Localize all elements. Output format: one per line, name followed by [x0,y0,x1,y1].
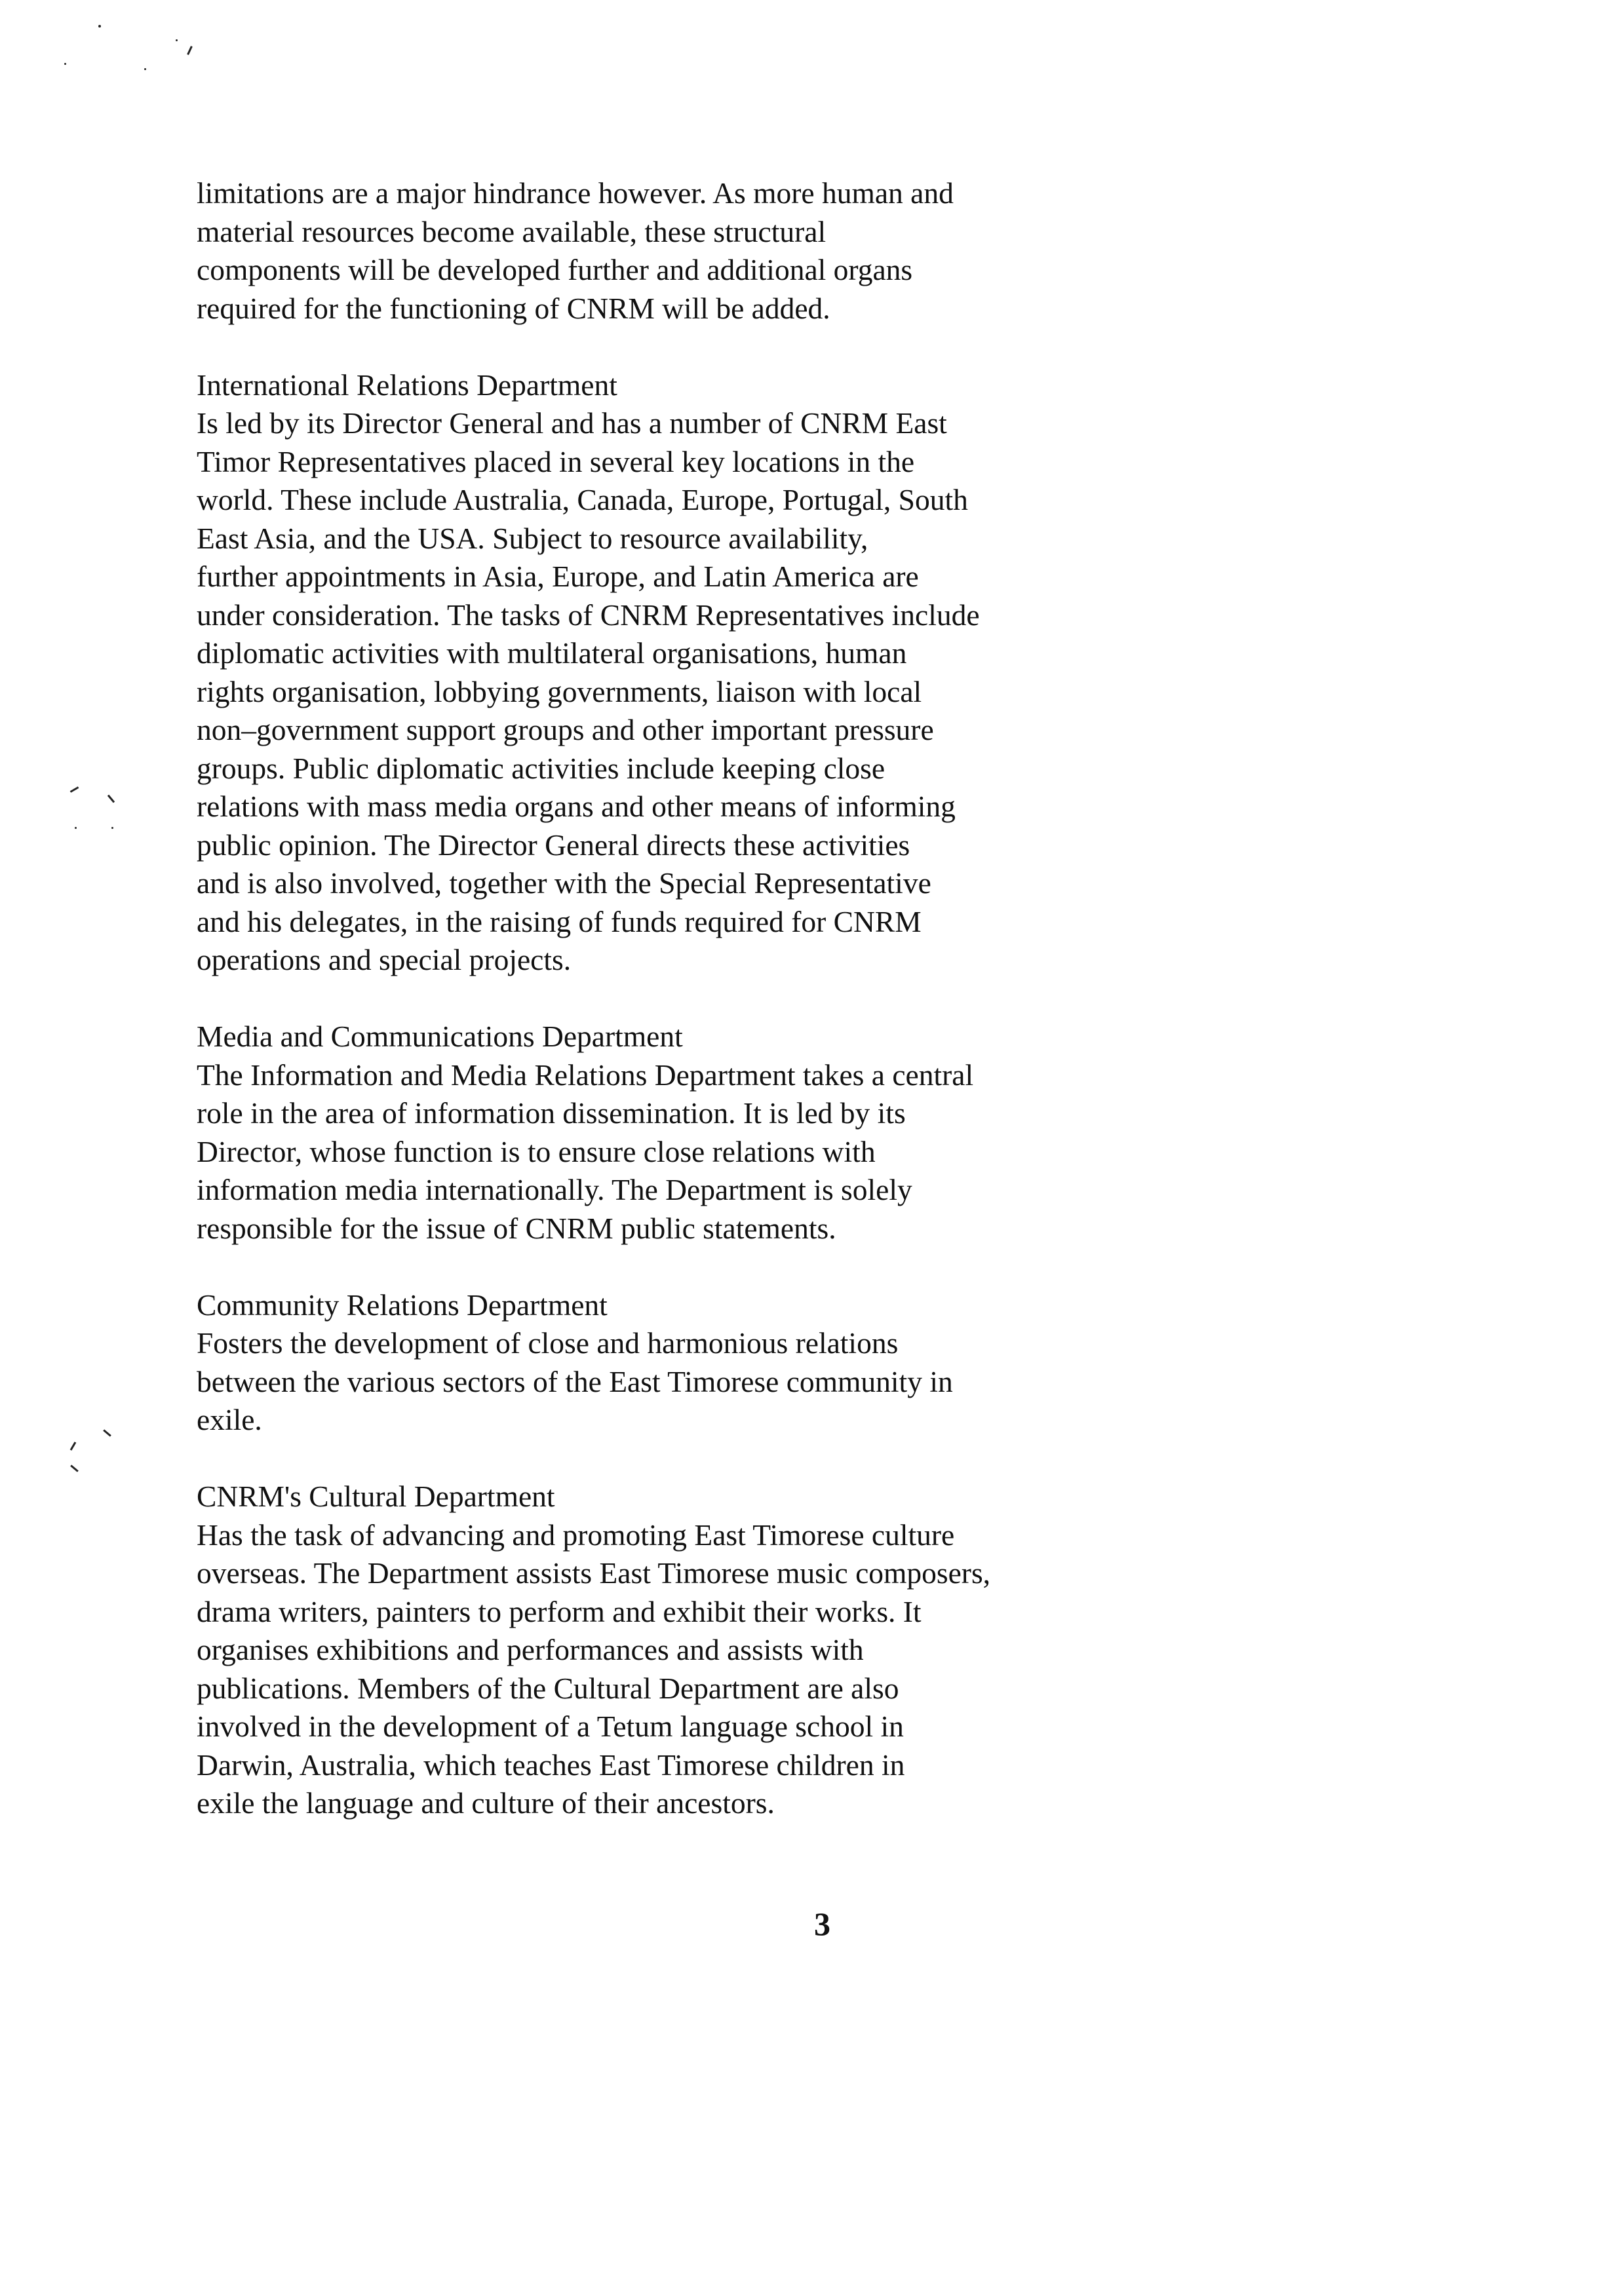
text-line: Director, whose function is to ensure close relations with [197,1134,876,1168]
scan-mark [70,1464,79,1472]
scan-speck [64,63,66,65]
scan-mark [70,786,79,793]
section-community-relations [197,1286,1154,1440]
text-line: information media internationally. The Department is solely [197,1173,912,1206]
text-line: non–government support groups and other important pressure [197,713,934,746]
text-line: role in the area of information dissemination. It is led by its [197,1096,906,1130]
scan-mark [103,1429,111,1436]
section-media-communications [197,1018,1154,1248]
scan-mark [107,795,115,803]
text-line: diplomatic activities with multilateral organisations, human [197,636,907,670]
text-line: public opinion. The Director General directs these activities [197,828,910,862]
text-line: and his delegates, in the raising of funds required for CNRM [197,904,922,938]
text-line: East Asia, and the USA. Subject to resource availability, [197,521,868,555]
section-heading: Media and Communications Department [197,1020,683,1053]
scan-speck [176,39,178,41]
text-line: relations with mass media organs and other means of informing [197,790,956,823]
section-cultural [197,1478,1154,1823]
text-line: publications. Members of the Cultural Department are also [197,1671,899,1705]
text-line: required for the functioning of CNRM will be added. [197,291,830,325]
scan-mark [70,1442,77,1451]
text-line: further appointments in Asia, Europe, and Latin America are [197,560,919,593]
text-line: exile. [197,1403,262,1436]
scan-speck [144,68,146,70]
text-line: overseas. The Department assists East Timorese music composers, [197,1556,991,1590]
text-line: between the various sectors of the East Timorese community in [197,1364,953,1398]
text-line: material resources become available, these structural [197,214,827,248]
text-line: Timor Representatives placed in several key locations in the [197,444,915,478]
scan-speck [111,827,113,829]
text-line: responsible for the issue of CNRM public statements. [197,1211,836,1245]
scan-speck [98,25,101,28]
section-heading: CNRM's Cultural Department [197,1480,555,1513]
scan-mark [187,46,193,55]
text-line: groups. Public diplomatic activities include keeping close [197,751,885,785]
text-line: organises exhibitions and performances and assists with [197,1633,864,1666]
text-line: Darwin, Australia, which teaches East Timorese children in [197,1748,905,1782]
text-line: components will be developed further and additional organs [197,253,913,286]
section-heading: Community Relations Department [197,1288,608,1322]
text-line: limitations are a major hindrance however. As more human and [197,176,954,210]
text-line: rights organisation, lobbying governments, liaison with local [197,674,922,708]
text-line: drama writers, painters to perform and exhibit their works. It [197,1594,922,1628]
text-line: The Information and Media Relations Department takes a central [197,1058,974,1092]
text-line: operations and special projects. [197,943,572,976]
document-body [197,174,1154,1823]
paragraph-intro [197,174,1154,328]
section-international-relations [197,366,1154,980]
text-line: world. These include Australia, Canada, Europe, Portugal, South [197,483,968,516]
text-line: Is led by its Director General and has a number of CNRM East [197,406,947,440]
page-number: 3 [814,1905,830,1942]
section-heading: International Relations Department [197,368,617,402]
text-line: Fosters the development of close and harmonious relations [197,1326,899,1360]
text-line: and is also involved, together with the Special Representative [197,866,931,900]
text-line: under consideration. The tasks of CNRM Representatives include [197,598,980,632]
scan-speck [75,827,77,829]
text-line: involved in the development of a Tetum language school in [197,1710,904,1743]
text-line: exile the language and culture of their ancestors. [197,1786,775,1820]
text-line: Has the task of advancing and promoting East Timorese culture [197,1518,955,1552]
